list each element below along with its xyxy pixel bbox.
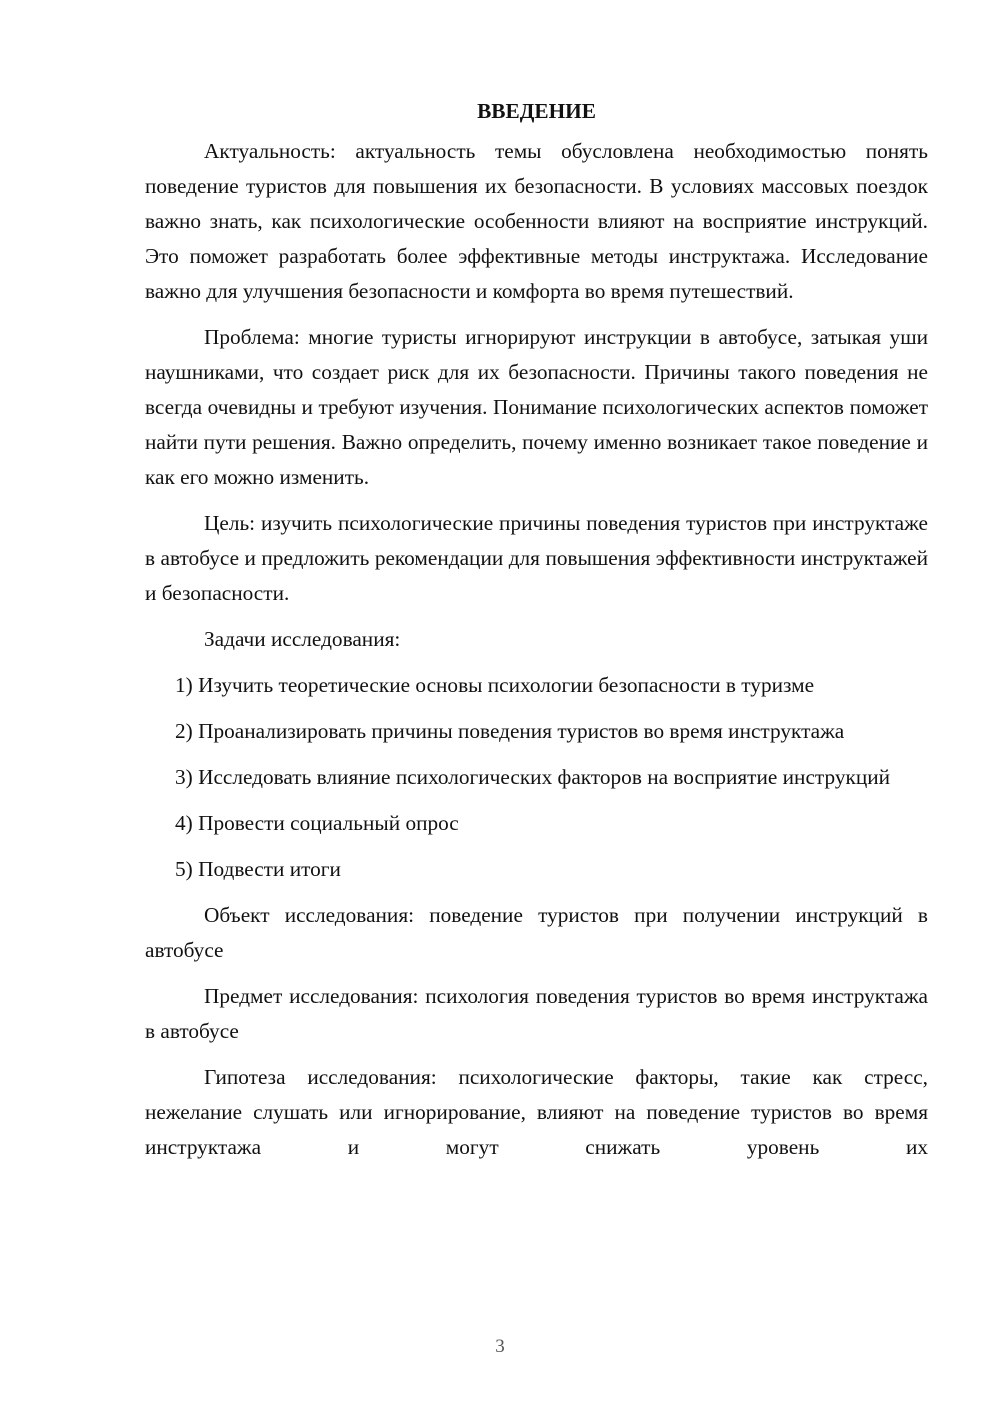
goal-paragraph: Цель: изучить психологические причины поведения туристов при инструктаже в автобусе и предложить рекомендации для повышения эффективности инструктажей и безопасности. (145, 511, 928, 605)
subject-paragraph: Предмет исследования: психология поведения туристов во время инструктажа в автобусе (145, 984, 928, 1043)
page-number: 3 (495, 1336, 505, 1357)
page-content (145, 96, 928, 1176)
problem-paragraph: Проблема: многие туристы игнорируют инструкции в автобусе, затыкая уши наушниками, что создает риск для их безопасности. Причины такого поведения не всегда очевидны и требуют изучения. Понимание психологических аспектов поможет найти пути решения. Важно определить, почему именно возникает такое поведение и как его можно изменить. (145, 325, 928, 489)
section-title: ВВЕДЕНИЕ (477, 99, 596, 123)
task-item-3: 3) Исследовать влияние психологических факторов на восприятие инструкций (175, 765, 891, 789)
relevance-paragraph: Актуальность: актуальность темы обусловлена необходимостью понять поведение туристов для повышения их безопасности. В условиях массовых поездок важно знать, как психологические особенности влияют на восприятие инструкций. Это поможет разработать более эффективные методы инструктажа. Исследование важно для улучшения безопасности и комфорта во время путешествий. (145, 139, 928, 303)
task-item-1: 1) Изучить теоретические основы психологии безопасности в туризме (175, 673, 815, 697)
hypothesis-paragraph: Гипотеза исследования: психологические факторы, такие как стресс, нежелание слушать или игнорирование, влияют на поведение туристов во время инструктажа и могут снижать уровень их (145, 1065, 928, 1159)
task-item-5: 5) Подвести итоги (175, 857, 341, 881)
task-item-4: 4) Провести социальный опрос (175, 811, 459, 835)
task-item-2: 2) Проанализировать причины поведения туристов во время инструктажа (175, 719, 845, 743)
object-paragraph: Объект исследования: поведение туристов при получении инструкций в автобусе (145, 903, 928, 962)
tasks-heading: Задачи исследования: (204, 627, 401, 651)
